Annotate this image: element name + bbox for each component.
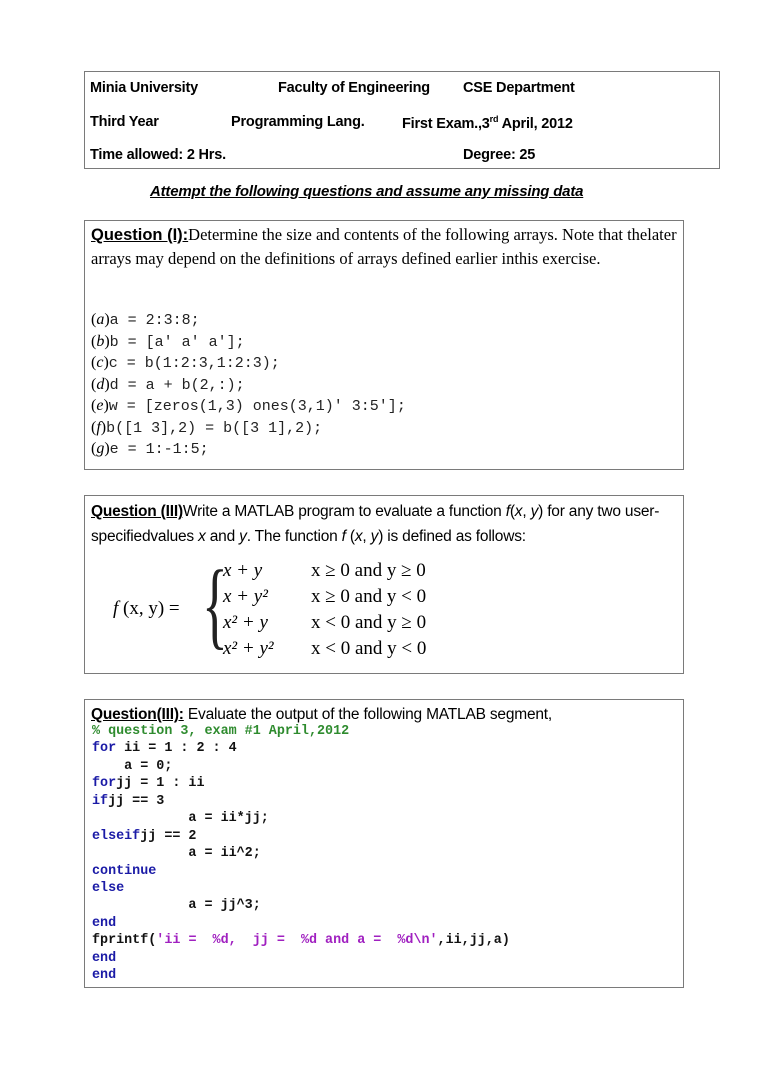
list-item: (a)a = 2:3:8; — [91, 311, 200, 329]
array-code: e = 1:-1:5; — [109, 441, 209, 458]
code-line: a = jj^3; — [92, 898, 261, 914]
question-2-title: Question (III) — [91, 503, 183, 520]
code-line: continue — [92, 863, 157, 879]
code-comment: % question 3, exam #1 April,2012 — [92, 724, 350, 739]
question-2-box — [84, 495, 684, 674]
department-name: CSE Department — [463, 80, 575, 96]
code-line: ifjj == 3 — [92, 793, 165, 809]
formula-case: x² + y x < 0 and y ≥ 0 — [223, 612, 427, 633]
question-1-box — [84, 220, 684, 470]
list-item: (f)b([1 3],2) = b([3 1],2); — [91, 418, 323, 437]
list-item: (d)d = a + b(2,:); — [91, 375, 245, 394]
array-code: b = [a' a' a']; — [109, 333, 245, 351]
formula-case: x + y² x ≥ 0 and y < 0 — [223, 586, 427, 607]
university-name: Minia University — [90, 80, 198, 96]
faculty-name: Faculty of Engineering — [278, 80, 430, 96]
piecewise-formula — [113, 551, 433, 666]
time-allowed: Time allowed: 2 Hrs. — [90, 147, 226, 163]
brace-icon: { — [202, 551, 228, 659]
question-3-body: Evaluate the output of the following MATLAB segment, — [183, 706, 553, 723]
question-1-text — [91, 223, 681, 271]
code-line: end — [92, 915, 117, 931]
exam-header — [84, 71, 720, 169]
array-code: a = 2:3:8; — [109, 312, 200, 329]
code-line: forjj = 1 : ii — [92, 776, 205, 792]
array-code: d = a + b(2,:); — [109, 376, 245, 394]
code-line: for ii = 1 : 2 : 4 — [92, 741, 237, 757]
exam-date-prefix: First Exam.,3 — [402, 115, 490, 132]
array-code: b([1 3],2) = b([3 1],2); — [106, 419, 323, 437]
code-line: fprintf('ii = %d, jj = %d and a = %d\n',ii,jj,a) — [92, 933, 510, 949]
course-name: Programming Lang. — [231, 114, 365, 130]
list-item: (b)b = [a' a' a']; — [91, 332, 245, 351]
code-line: a = ii*jj; — [92, 811, 269, 827]
list-item: (g)e = 1:-1:5; — [91, 440, 209, 458]
code-line: a = 0; — [92, 758, 173, 774]
question-1-title: Question (I): — [91, 226, 189, 244]
question-3-box — [84, 699, 684, 988]
exam-date — [402, 114, 573, 132]
list-item: (c)c = b(1:2:3,1:2:3); — [91, 354, 280, 372]
matlab-code-block — [92, 723, 510, 985]
question-3-title: Question(III): — [91, 706, 184, 723]
year-label: Third Year — [90, 114, 159, 130]
formula-case: x² + y² x < 0 and y < 0 — [223, 638, 427, 659]
array-code: w = [zeros(1,3) ones(3,1)' 3:5']; — [108, 398, 406, 415]
code-line: elseifjj == 2 — [92, 828, 197, 844]
degree: Degree: 25 — [463, 147, 536, 163]
code-line: end — [92, 968, 117, 984]
exam-date-suffix: April, 2012 — [498, 115, 573, 132]
question-2-text: Question (III)Write a MATLAB program to evaluate a function f(x, y) for any two user-specifiedvalues x and y. The function f (x, y) is defined as follows: — [91, 503, 660, 545]
code-line: a = ii^2; — [92, 846, 261, 862]
formula-lhs: f (x, y) = — [113, 598, 180, 619]
instructions: Attempt the following questions and assume any missing data — [150, 183, 584, 200]
question-1-body: Determine the size and contents of the following arrays. Note that thelater arrays may depend on the definitions of arrays defined earlier inthis exercise. — [91, 225, 677, 268]
list-item: (e)w = [zeros(1,3) ones(3,1)' 3:5']; — [91, 397, 406, 415]
array-list — [91, 309, 406, 460]
array-code: c = b(1:2:3,1:2:3); — [108, 355, 280, 372]
code-line: end — [92, 950, 117, 966]
exam-date-ordinal: rd — [489, 114, 499, 124]
code-line: else — [92, 880, 125, 896]
formula-case: x + y x ≥ 0 and y ≥ 0 — [223, 560, 426, 581]
